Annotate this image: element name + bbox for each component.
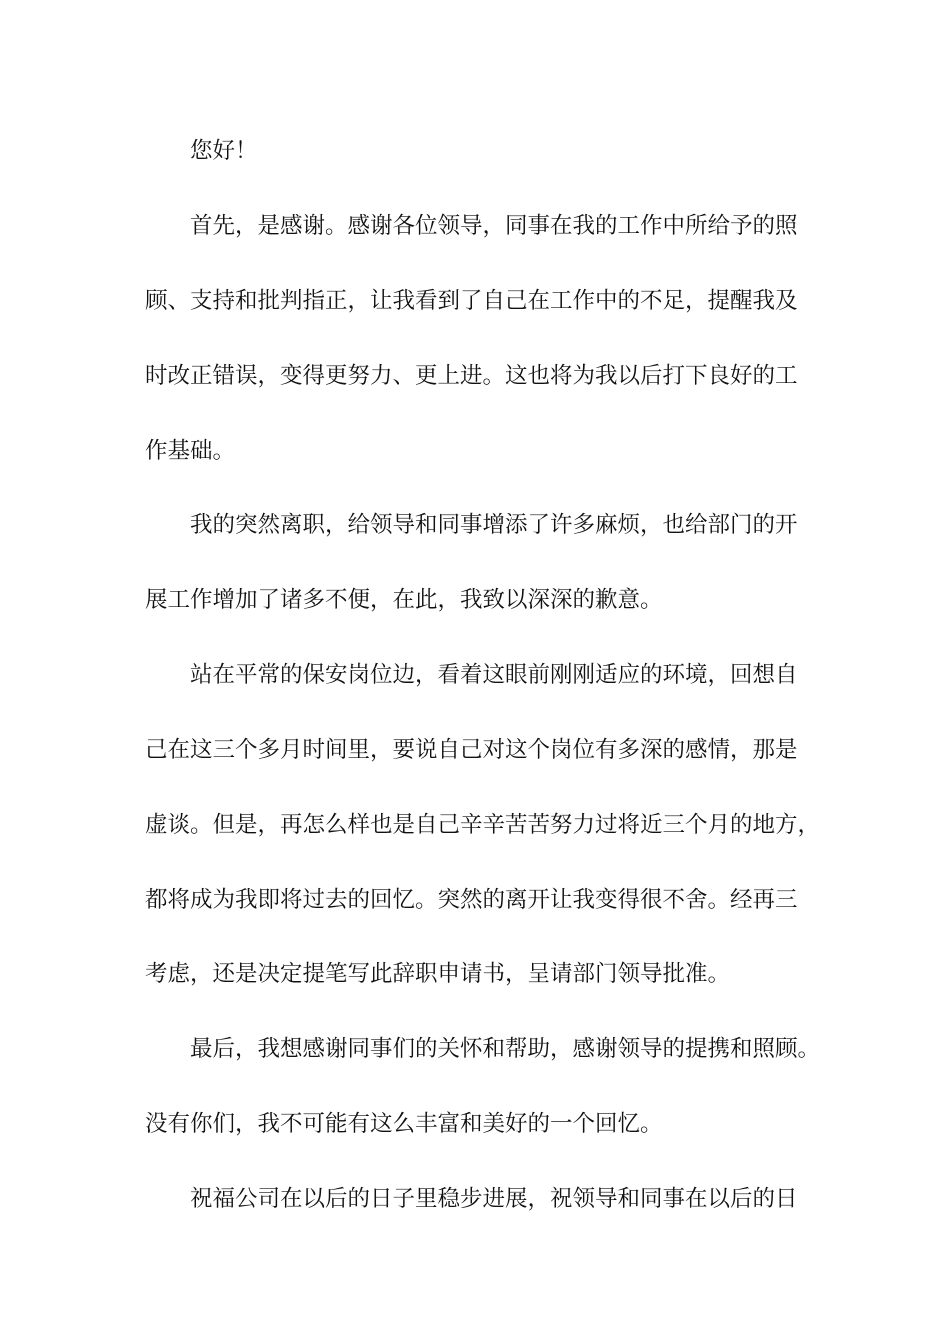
paragraph-line: 作基础。 [145, 438, 236, 464]
paragraph-line: 最后，我想感谢同事们的关怀和帮助，感谢领导的提携和照顾。 [190, 1036, 821, 1062]
paragraph-line: 己在这三个多月时间里，要说自己对这个岗位有多深的感情，那是 [145, 737, 798, 763]
paragraph-line: 考虑，还是决定提笔写此辞职申请书，呈请部门领导批准。 [145, 961, 731, 987]
paragraph-line: 站在平常的保安岗位边，看着这眼前刚刚适应的环境，回想自 [190, 662, 798, 688]
paragraph-line: 展工作增加了诸多不便，在此，我致以深深的歉意。 [145, 587, 663, 613]
greeting-line: 您好！ [190, 138, 258, 164]
paragraph-line: 时改正错误，变得更努力、更上进。这也将为我以后打下良好的工 [145, 363, 798, 389]
paragraph-line: 顾、支持和批判指正，让我看到了自己在工作中的不足，提醒我及 [145, 288, 798, 314]
paragraph-line: 没有你们，我不可能有这么丰富和美好的一个回忆。 [145, 1111, 663, 1137]
paragraph-line: 祝福公司在以后的日子里稳步进展，祝领导和同事在以后的日 [190, 1186, 798, 1212]
paragraph-line: 首先，是感谢。感谢各位领导，同事在我的工作中所给予的照 [190, 213, 798, 239]
paragraph-line: 我的突然离职，给领导和同事增添了许多麻烦，也给部门的开 [190, 512, 798, 538]
paragraph-line: 都将成为我即将过去的回忆。突然的离开让我变得很不舍。经再三 [145, 887, 798, 913]
paragraph-line: 虚谈。但是，再怎么样也是自己辛辛苦苦努力过将近三个月的地方， [145, 812, 821, 838]
